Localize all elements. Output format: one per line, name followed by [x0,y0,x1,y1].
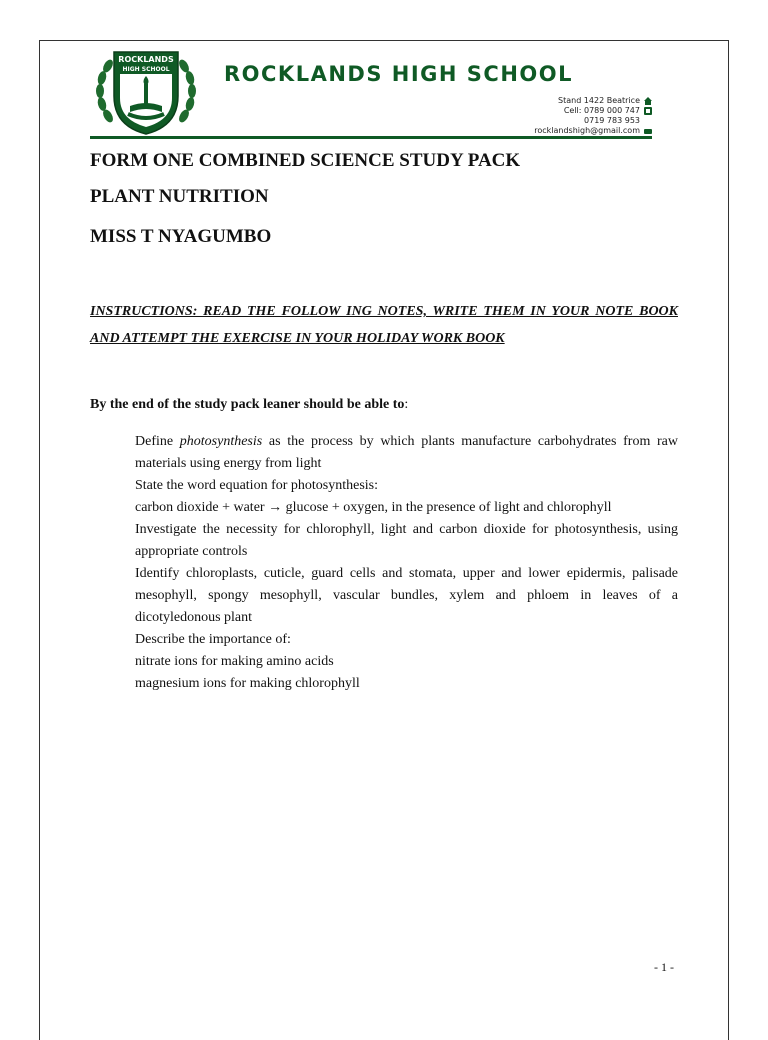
email-icon [644,127,652,135]
learning-objectives-intro [90,397,408,413]
objective-item: Define photosynthesis as the process by which plants manufacture carbohydrates from raw materials using energy from light [135,434,678,471]
phone-icon [644,107,652,115]
learning-objectives-list [135,431,678,695]
teacher-name: MISS T NYAGUMBO [90,226,272,247]
instructions-text: INSTRUCTIONS: READ THE FOLLOW ING NOTES, WRITE THEM IN YOUR NOTE BOOK AND ATTEMPT THE EXERCISE IN YOUR HOLIDAY WORK BOOK [90,304,678,346]
svg-text:ROCKLANDS: ROCKLANDS [118,55,174,64]
intro-colon: : [404,397,409,412]
contact-block [534,96,652,136]
svg-text:HIGH SCHOOL: HIGH SCHOOL [122,66,170,73]
document-title: FORM ONE COMBINED SCIENCE STUDY PACK [90,150,521,171]
letterhead [90,46,652,142]
cell-line [534,106,652,116]
topic-title: PLANT NUTRITION [90,186,269,207]
objective-item: carbon dioxide + water → glucose + oxygen, in the presence of light and chlorophyll [135,500,612,515]
objective-item: Describe the importance of: [135,632,291,647]
email-line [534,126,652,136]
email-text: rocklandshigh@gmail.com [534,126,640,135]
school-crest-logo [90,46,202,138]
cell-text-2: 0719 783 953 [584,116,640,125]
objective-item: magnesium ions for making chlorophyll [135,676,360,691]
school-name: ROCKLANDS HIGH SCHOOL [224,62,573,86]
home-icon [644,97,652,105]
intro-bold-text: By the end of the study pack leaner should be able to [90,397,405,412]
objective-item: State the word equation for photosynthesis: [135,478,379,493]
cell-line-2 [534,116,652,126]
page-number: - 1 - [654,960,674,974]
cell-text: Cell: 0789 000 747 [563,106,640,115]
address-line [534,96,652,106]
objective-item: nitrate ions for making amino acids [135,654,334,669]
address-text: Stand 1422 Beatrice [558,96,640,105]
letterhead-rule [90,136,652,139]
objective-item: Identify chloroplasts, cuticle, guard cells and stomata, upper and lower epidermis, palisade mesophyll, spongy mesophyll, vascular bundles, xylem and phloem in leaves of a dicotyledonous plant [135,566,678,625]
objective-item: Investigate the necessity for chlorophyll, light and carbon dioxide for photosynthesis, using appropriate controls [135,522,678,559]
